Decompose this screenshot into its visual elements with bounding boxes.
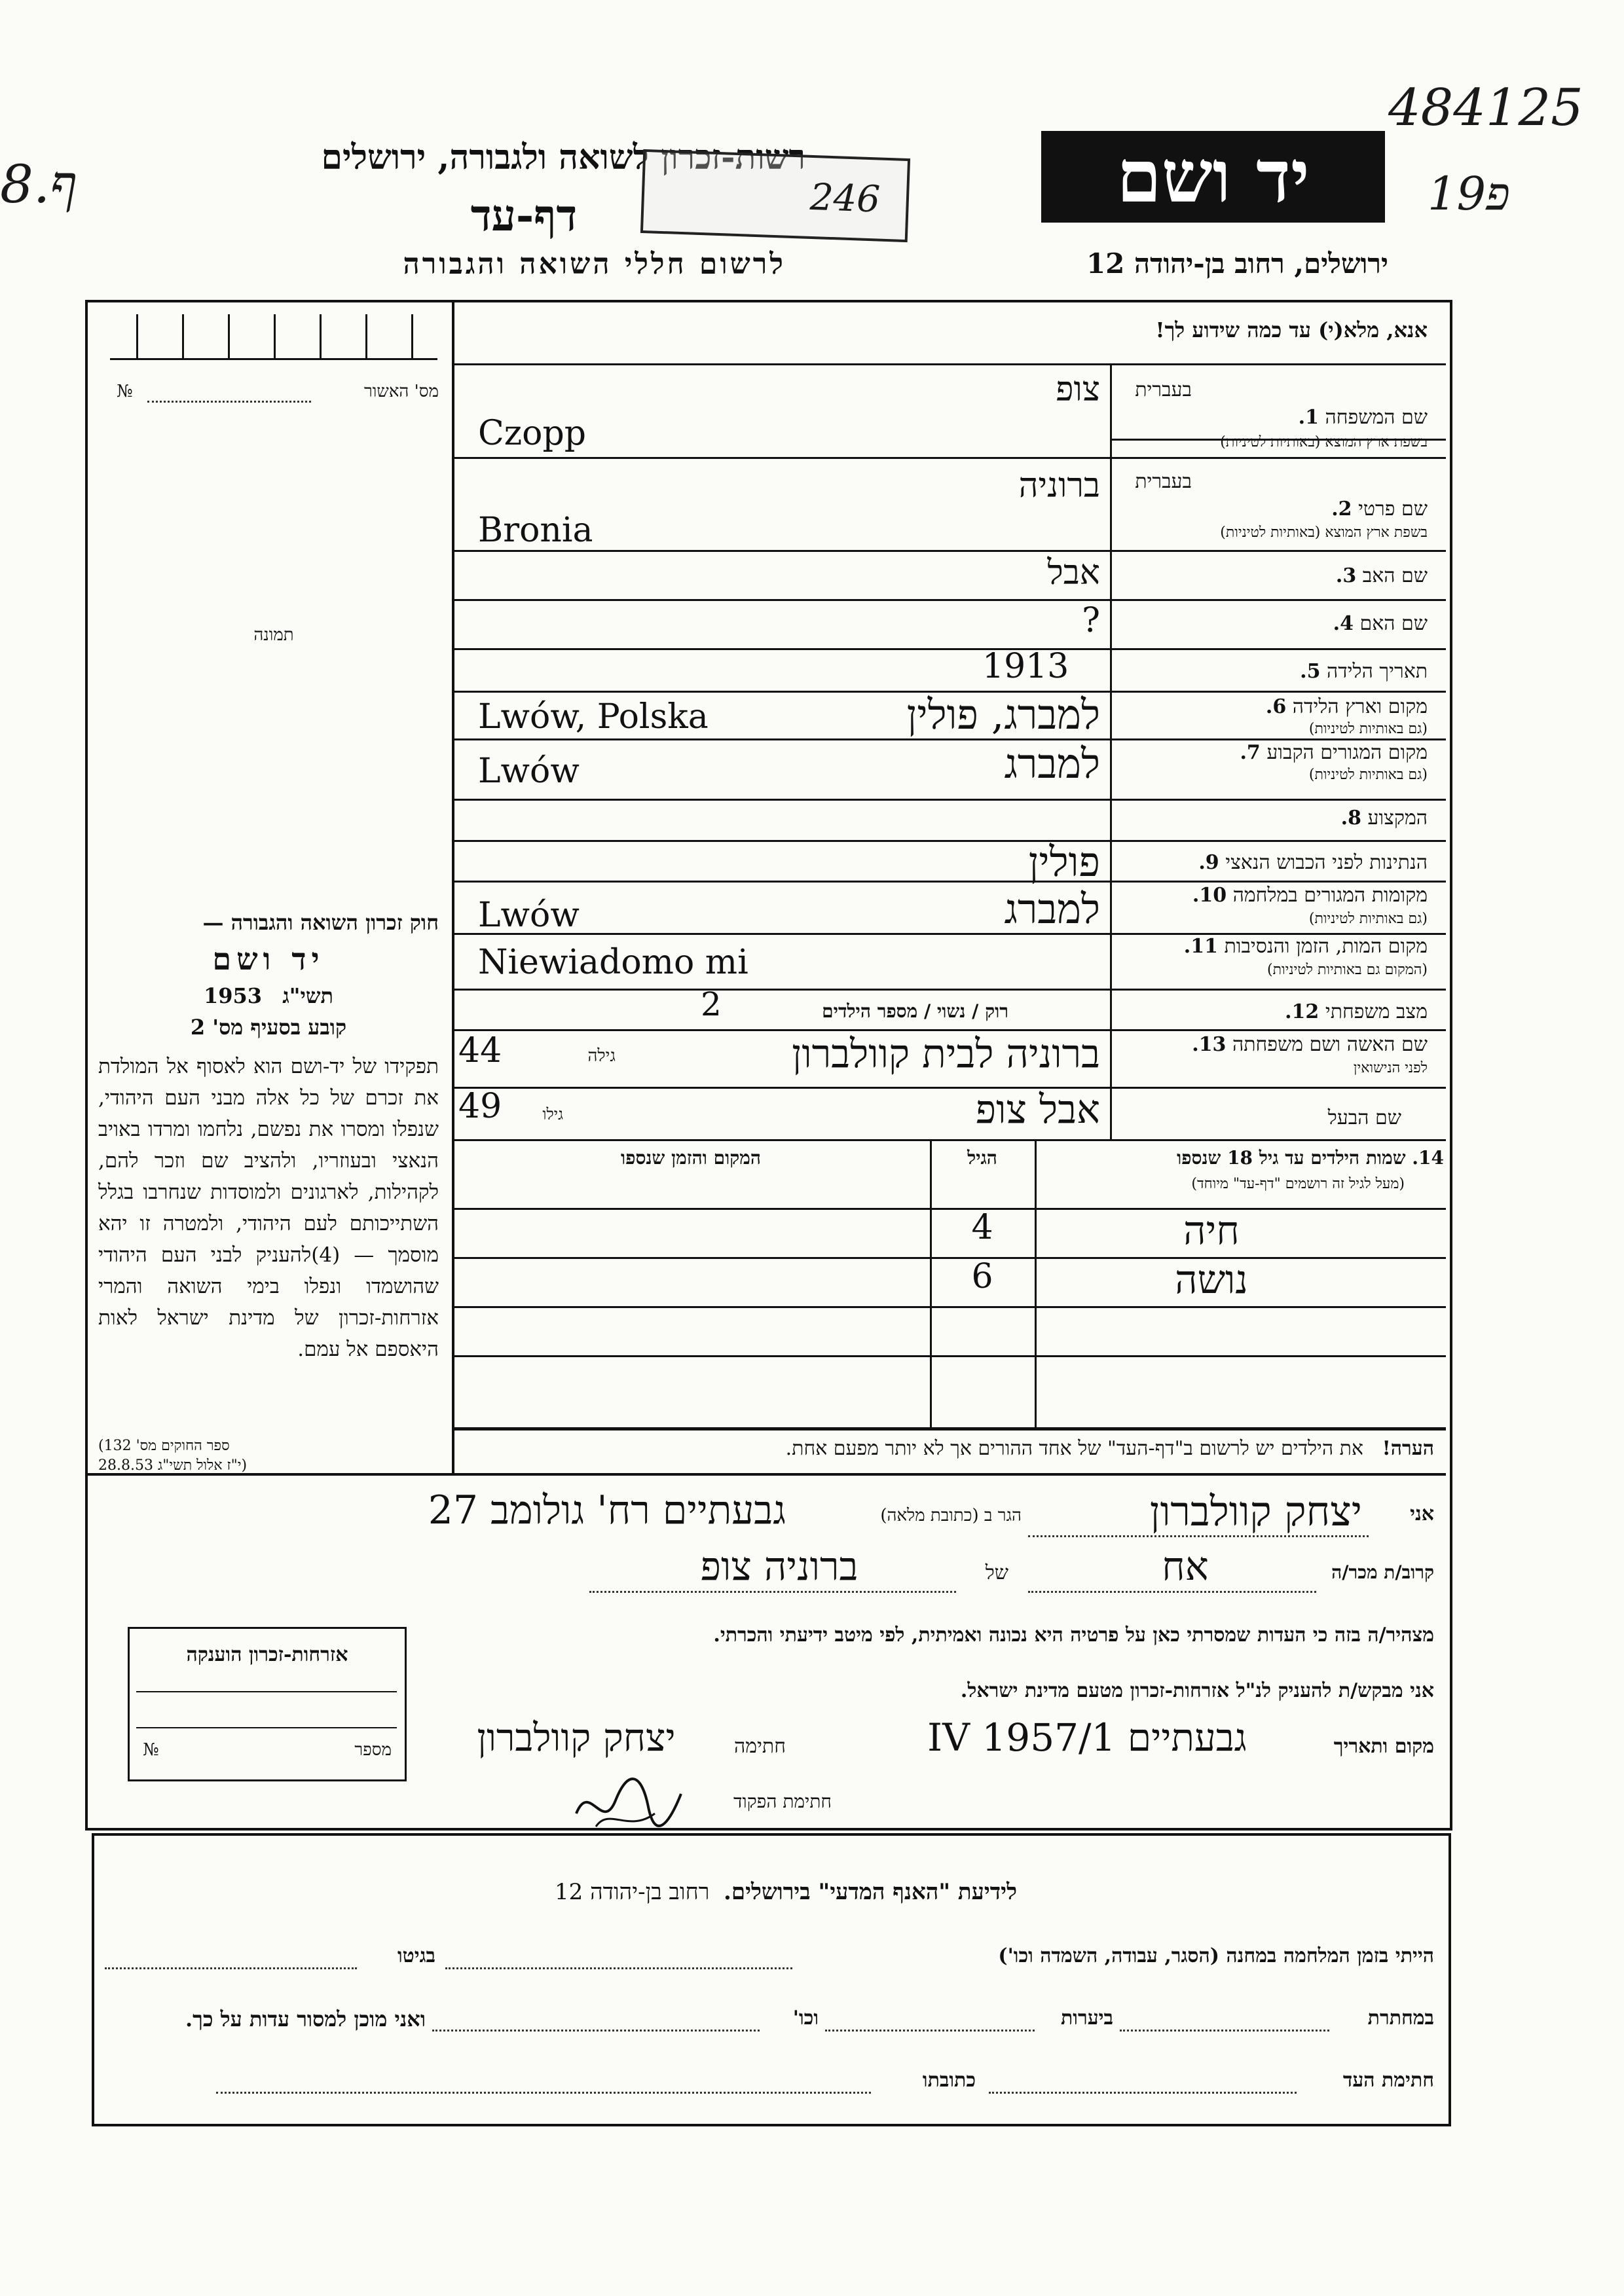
field13-number: 13. <box>1192 1033 1227 1056</box>
citizenship-title: אזרחות-זכרון הוענקה <box>186 1643 348 1666</box>
rule <box>453 1427 1446 1430</box>
instruction: אנא, מלא(י) עד כמה שידוע לך! <box>1155 318 1428 342</box>
of-name-line <box>589 1591 956 1593</box>
corner-note-code: פ19 <box>1428 167 1510 221</box>
field9-value[interactable]: פולין <box>1028 838 1100 886</box>
children-title-sub: (מעל לגיל זה רושמים "דף-עד" מיוחד) <box>1191 1176 1405 1192</box>
rule <box>136 1727 397 1728</box>
ghetto-line[interactable] <box>105 1967 357 1969</box>
form-purpose: לרשום חללי השואה והגבורה <box>403 247 786 281</box>
declarant-name[interactable]: יצחק קוולברון <box>1149 1487 1362 1535</box>
declarant-address[interactable]: גבעתיים רח' גולומב 27 <box>428 1487 786 1533</box>
ready-text: ואני מוכן למסור עדות על כך. <box>185 2007 426 2032</box>
ghetto-label: בגיטו <box>397 1944 435 1967</box>
approval-line[interactable] <box>147 401 311 403</box>
field7-value[interactable]: למברג <box>1004 740 1100 788</box>
field8-number: 8. <box>1340 807 1361 829</box>
field11-sub: (המקום גם באותיות לטיניות) <box>1267 962 1428 978</box>
rule <box>453 1306 1446 1308</box>
yad-vashem-logo: יד ושם <box>1041 131 1385 223</box>
field6-number: 6. <box>1265 695 1287 718</box>
field13-sub: לפני הנישואין <box>1353 1060 1428 1076</box>
law-title: חוק זכרון השואה והגבורה — <box>202 910 439 935</box>
witness-sign-line[interactable] <box>989 2092 1297 2094</box>
ani-label: אני <box>1410 1503 1434 1525</box>
field3-number: 3. <box>1335 564 1357 587</box>
field1-label: שם המשפחה <box>1325 406 1428 429</box>
rule <box>453 1355 1446 1357</box>
field2-number: 2. <box>1331 498 1352 520</box>
children-age-divider <box>930 1139 932 1427</box>
citizenship-box <box>128 1627 407 1781</box>
children-col-place: המקום והזמן שנספו <box>621 1147 761 1169</box>
rule <box>453 989 1446 991</box>
photo-label: תמונה <box>253 625 294 645</box>
rule <box>453 648 1446 650</box>
field12-number: 12. <box>1285 1000 1320 1023</box>
received-stamp <box>640 149 910 242</box>
address-label: כתובתו <box>922 2069 976 2092</box>
form-title: דף-עד <box>470 190 578 241</box>
lives-label: הגר ב (כתובת מלאה) <box>880 1506 1022 1525</box>
law-org: יד ושם <box>212 941 325 977</box>
rule <box>453 550 1446 552</box>
field10-latin-value[interactable]: Lwów <box>478 896 580 935</box>
field2-sub: בשפת ארץ המוצא (באותיות לטיניות) <box>1220 524 1428 541</box>
field6-sub: (גם באותיות לטיניות) <box>1308 721 1428 737</box>
place-date-label: מקום ותאריך <box>1333 1735 1434 1758</box>
header-address: ירושלים, רחוב בן-יהודה 12 <box>1086 247 1388 280</box>
wife-age[interactable]: 44 <box>458 1031 502 1070</box>
bottom-section <box>92 1833 1451 2126</box>
relation-line <box>1028 1591 1316 1593</box>
field11-label: מקום המות, הזמן והנסיבות <box>1224 935 1428 958</box>
label-divider <box>1110 365 1112 1140</box>
children-title: 14. שמות הילדים עד גיל 18 שנספו <box>1177 1147 1444 1169</box>
field3-value[interactable]: אבל <box>1047 553 1100 592</box>
husband-age-label: גילו <box>542 1105 563 1123</box>
field7-number: 7. <box>1240 741 1261 764</box>
field7-label: מקום המגורים הקבוע <box>1266 741 1428 764</box>
child-1-name[interactable]: חיה <box>1183 1208 1240 1254</box>
signature-label: חתימה <box>734 1735 786 1758</box>
rule <box>136 1691 397 1692</box>
tally-box <box>110 314 437 360</box>
citizenship-no: № <box>143 1740 159 1760</box>
law-text: תפקידו של יד-ושם הוא לאסוף אל המולדת את זכרם של כל אלה מבני העם היהודי, שנפלו ומסרו את נפשם, נלחמו ומרדו באויב הנאצי ובעוזריו, ולהציב שם וזכר להם, לקהילות, לארגונים ולמוסדות שנחרבו בגלל השתייכותם לעם היהודי, ולמטרה זו יהא מוסמך — (4)להעניק לבני העם היהודי שהושמדו ונפלו בימי השואה והמרי אזרחות-זכרון של מדינת ישראל לאות היאספם אל עמם. <box>98 1055 439 1361</box>
field12-value: רוק / נשוי / מספר הילדים <box>822 1000 1008 1022</box>
child-2-age[interactable]: 6 <box>971 1257 993 1296</box>
bottom-title: לידיעת "האנף המדעי" בירושלים. <box>724 1879 1017 1905</box>
field1-sub: בשפת ארץ המוצא (באותיות לטיניות) <box>1220 434 1428 450</box>
officer-label: חתימת הפקוד <box>733 1791 832 1812</box>
relation-value[interactable]: אח <box>1162 1544 1209 1590</box>
rule <box>453 799 1446 801</box>
etc-label: וכו' <box>792 2007 819 2030</box>
field10-sub: (גם באותיות לטיניות) <box>1308 911 1428 927</box>
org-line: רשות-זכרון לשואה ולגבורה, ירושלים <box>321 137 805 177</box>
husband-label: שם הבעל <box>1327 1106 1401 1129</box>
field13-label: שם האשה ושם משפחתה <box>1232 1033 1428 1056</box>
underground-label: במחתרת <box>1367 2007 1434 2030</box>
husband-age[interactable]: 49 <box>458 1087 502 1126</box>
wife-name[interactable]: ברוניה לבית קוולברון <box>792 1031 1100 1077</box>
field2-label: שם פרטי <box>1358 498 1428 520</box>
field2-latin-value[interactable]: Bronia <box>478 511 593 550</box>
witness-sign-label: חתימת העד <box>1342 2069 1434 2092</box>
field7-latin-value[interactable]: Lwów <box>478 752 580 791</box>
forests-label: ביערות <box>1060 2007 1113 2030</box>
field10-value[interactable]: למברג <box>1004 885 1100 933</box>
field6-label: מקום וארץ הלידה <box>1292 695 1428 718</box>
field5-label: תאריך הלידה <box>1326 660 1428 683</box>
rule <box>453 881 1446 883</box>
law-year: 1953 <box>204 983 263 1008</box>
field11-number: 11. <box>1183 935 1218 958</box>
approval-label: מס' האשור <box>363 382 439 401</box>
rule <box>453 1139 1446 1141</box>
field5-value[interactable]: 1913 <box>982 647 1069 686</box>
field1-heb-tag: בעברית <box>1135 378 1192 401</box>
declaration-text: מצהיר/ה בזה כי העדות שמסרתי כאן על פרטיה היא נכונה ואמיתית, לפי מיטב ידיעתי והכרתי. <box>713 1624 1434 1647</box>
citizenship-number-label: מספר <box>354 1740 392 1760</box>
of-name[interactable]: ברוניה צופ <box>700 1544 858 1590</box>
rule <box>453 363 1446 365</box>
field5-number: 5. <box>1300 660 1321 683</box>
field7-sub: (גם באותיות לטיניות) <box>1308 767 1428 783</box>
child-2-name[interactable]: נושה <box>1175 1257 1248 1303</box>
request-text: אני מבקש/ת להעניק לנ"ל אזרחות-זכרון מטעם מדינת ישראל. <box>960 1679 1434 1702</box>
field9-number: 9. <box>1198 851 1219 874</box>
field1-number: 1. <box>1298 406 1319 429</box>
husband-name[interactable]: אבל צופ <box>975 1087 1100 1133</box>
corner-note-left: 8.ף <box>0 154 77 215</box>
field4-label: שם האם <box>1359 612 1428 635</box>
field9-label: הנתינות לפני הכבוש הנאצי <box>1225 851 1428 874</box>
field10-number: 10. <box>1192 884 1227 907</box>
forests-line[interactable] <box>825 2030 1035 2032</box>
children-name-divider <box>1035 1139 1037 1427</box>
declarant-name-line <box>1028 1535 1369 1537</box>
field1-latin-value[interactable]: Czopp <box>478 414 587 453</box>
underground-line[interactable] <box>1120 2030 1329 2032</box>
camp-line[interactable] <box>445 1967 792 1969</box>
bottom-line1: הייתי בזמן המלחמה במחנה (הסגר, עבודה, השמדה וכו') <box>998 1944 1434 1967</box>
etc-line[interactable] <box>432 2030 760 2032</box>
field6-value[interactable]: למברג, פולין <box>906 691 1100 738</box>
field10-label: מקומות המגורים במלחמה <box>1232 884 1428 907</box>
law-ref-1: (ספר החוקים מס' 132 <box>98 1438 230 1454</box>
witness-address-line[interactable] <box>216 2092 871 2094</box>
left-column-divider <box>452 301 454 1473</box>
law-year-line <box>98 983 439 1008</box>
bottom-header <box>393 1879 1179 1905</box>
field2-heb-value[interactable]: ברוניה <box>1018 466 1100 505</box>
field11-latin-value[interactable]: Niewiadomo mi <box>478 943 748 982</box>
field12-label: מצב משפחתי <box>1325 1000 1428 1023</box>
note-line <box>458 1437 1434 1460</box>
wife-age-label: גילה <box>587 1046 616 1066</box>
place-date[interactable]: גבעתיים 1/IV 1957 <box>927 1715 1247 1760</box>
field1-heb-value[interactable]: צופ <box>1056 370 1100 409</box>
note-text: את הילדים יש לרשום ב"דף-העד" של אחד ההורים אך לא יותר מפעם אחת. <box>785 1437 1363 1460</box>
relation-label: קרוב/ת מכר/ה <box>1331 1561 1434 1583</box>
field2-heb-tag: בעברית <box>1135 470 1192 493</box>
officer-signature-scribble <box>570 1768 688 1840</box>
field12-children[interactable]: 2 <box>701 985 722 1023</box>
stamp-number: 246 <box>809 175 881 221</box>
rule <box>453 457 1446 459</box>
rule <box>86 1473 1446 1476</box>
of-label: של <box>985 1561 1008 1584</box>
approval-no: № <box>117 382 133 401</box>
field8-label: המקצוע <box>1367 807 1428 829</box>
field4-number: 4. <box>1333 612 1354 635</box>
note-label: הערה! <box>1382 1437 1434 1460</box>
field3-label: שם האב <box>1362 564 1428 587</box>
signature[interactable]: יצחק קוולברון <box>477 1715 676 1760</box>
law-year-heb: תשי"ג <box>282 983 333 1008</box>
bottom-address: רחוב בן-יהודה 12 <box>555 1879 710 1905</box>
child-1-age[interactable]: 4 <box>971 1208 993 1247</box>
law-clause: קובע בסעיף מס' 2 <box>190 1015 347 1040</box>
field6-latin-value[interactable]: Lwów, Polska <box>478 697 709 737</box>
field4-value[interactable]: ? <box>1082 601 1100 640</box>
corner-note-number: 484125 <box>1388 79 1583 137</box>
law-ref-2: י"ז אלול תשי"ג 28.8.53) <box>98 1457 248 1474</box>
children-col-age: הגיל <box>967 1147 997 1169</box>
